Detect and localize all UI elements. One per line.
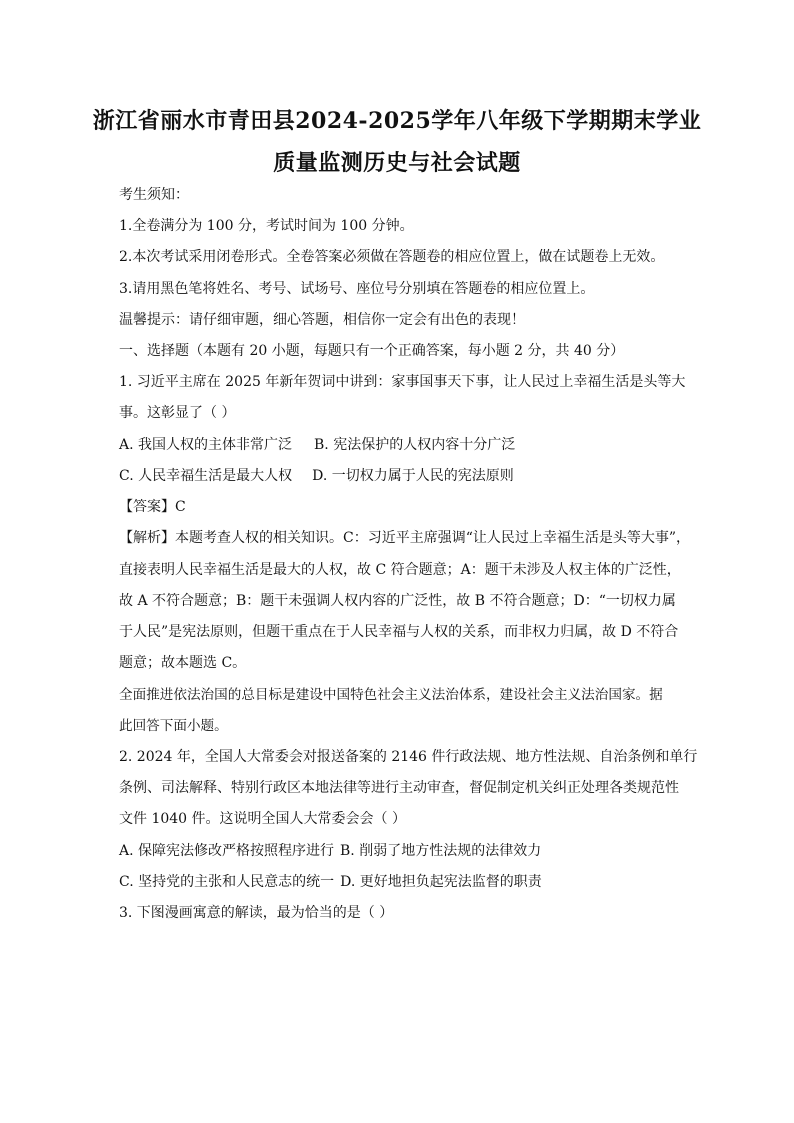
- question-1-option-d: D. 一切权力属于人民的宪法原则: [312, 468, 514, 484]
- notice-item-1: 1.全卷满分为 100 分，考试时间为 100 分钟。: [119, 218, 414, 234]
- document-title-line-1: 浙江省丽水市青田县2024-2025学年八年级下学期期末学业: [92, 108, 702, 134]
- question-2-option-b: B. 削弱了地方性法规的法律效力: [340, 843, 542, 859]
- question-1-options-row-1: [119, 435, 515, 455]
- question-1-stem-line-1: 1. 习近平主席在 2025 年新年贺词中讲到：家事国事天下事，让人民过上幸福生活是头等大: [119, 374, 686, 390]
- question-1-analysis-line-4: 于人民”是宪法原则，但题干重点在于人民幸福与人权的关系，而非权力归属，故 D 不符合: [119, 624, 679, 640]
- question-1-analysis-line-1: 【解析】本题考查人权的相关知识。C：习近平主席强调“让人民过上幸福生活是头等大事”，: [119, 530, 691, 546]
- notice-item-3: 3.请用黑色笔将姓名、考号、试场号、座位号分别填在答题卷的相应位置上。: [119, 281, 595, 297]
- question-2-stem-line-1: 2. 2024 年，全国人大常委会对报送备案的 2146 件行政法规、地方性法规、自治条例和单行: [119, 749, 698, 765]
- question-1-stem-line-2: 事。这彰显了（ ）: [119, 405, 236, 421]
- question-2-option-a: A. 保障宪法修改严格按照程序进行: [119, 843, 335, 859]
- question-1-option-a: A. 我国人权的主体非常广泛: [119, 437, 293, 453]
- notice-header: 考生须知：: [119, 187, 189, 203]
- section-1-header: 一、选择题（本题有 20 小题，每题只有一个正确答案，每小题 2 分，共 40 分）: [119, 343, 625, 359]
- question-2-stem-line-2: 条例、司法解释、特别行政区本地法律等进行主动审查，督促制定机关纠正处理各类规范性: [119, 780, 679, 796]
- question-1-option-c: C. 人民幸福生活是最大人权: [119, 468, 293, 484]
- question-1-analysis-line-3: 故 A 不符合题意；B：题干未强调人权内容的广泛性，故 B 不符合题意；D：“一切权力属: [119, 593, 676, 609]
- question-2-options-row-2: [119, 872, 542, 892]
- question-1-option-b: B. 宪法保护的人权内容十分广泛: [314, 437, 516, 453]
- question-2-stem-line-3: 文件 1040 件。这说明全国人大常委会会（ ）: [119, 811, 406, 827]
- question-3-stem: 3. 下图漫画寓意的解读，最为恰当的是（ ）: [119, 905, 394, 921]
- question-1-answer: 【答案】C: [119, 499, 186, 515]
- question-2-options-row-1: [119, 841, 541, 861]
- material-line-2: 此回答下面小题。: [119, 718, 228, 734]
- question-1-analysis-line-2: 直接表明人民幸福生活是最大的人权，故 C 符合题意；A：题干未涉及人权主体的广泛性，: [119, 562, 681, 578]
- notice-item-2: 2.本次考试采用闭卷形式。全卷答案必须做在答题卷的相应位置上，做在试题卷上无效。: [119, 249, 665, 265]
- question-1-analysis-line-5: 题意；故本题选 C。: [119, 655, 247, 671]
- notice-tip: 温馨提示：请仔细审题，细心答题，相信你一定会有出色的表现！: [119, 312, 525, 328]
- material-line-1: 全面推进依法治国的总目标是建设中国特色社会主义法治体系，建设社会主义法治国家。据: [119, 687, 663, 703]
- question-1-options-row-2: [119, 466, 514, 486]
- document-title-line-2: 质量监测历史与社会试题: [273, 150, 521, 176]
- question-2-option-d: D. 更好地担负起宪法监督的职责: [340, 874, 542, 890]
- question-2-option-c: C. 坚持党的主张和人民意志的统一: [119, 874, 335, 890]
